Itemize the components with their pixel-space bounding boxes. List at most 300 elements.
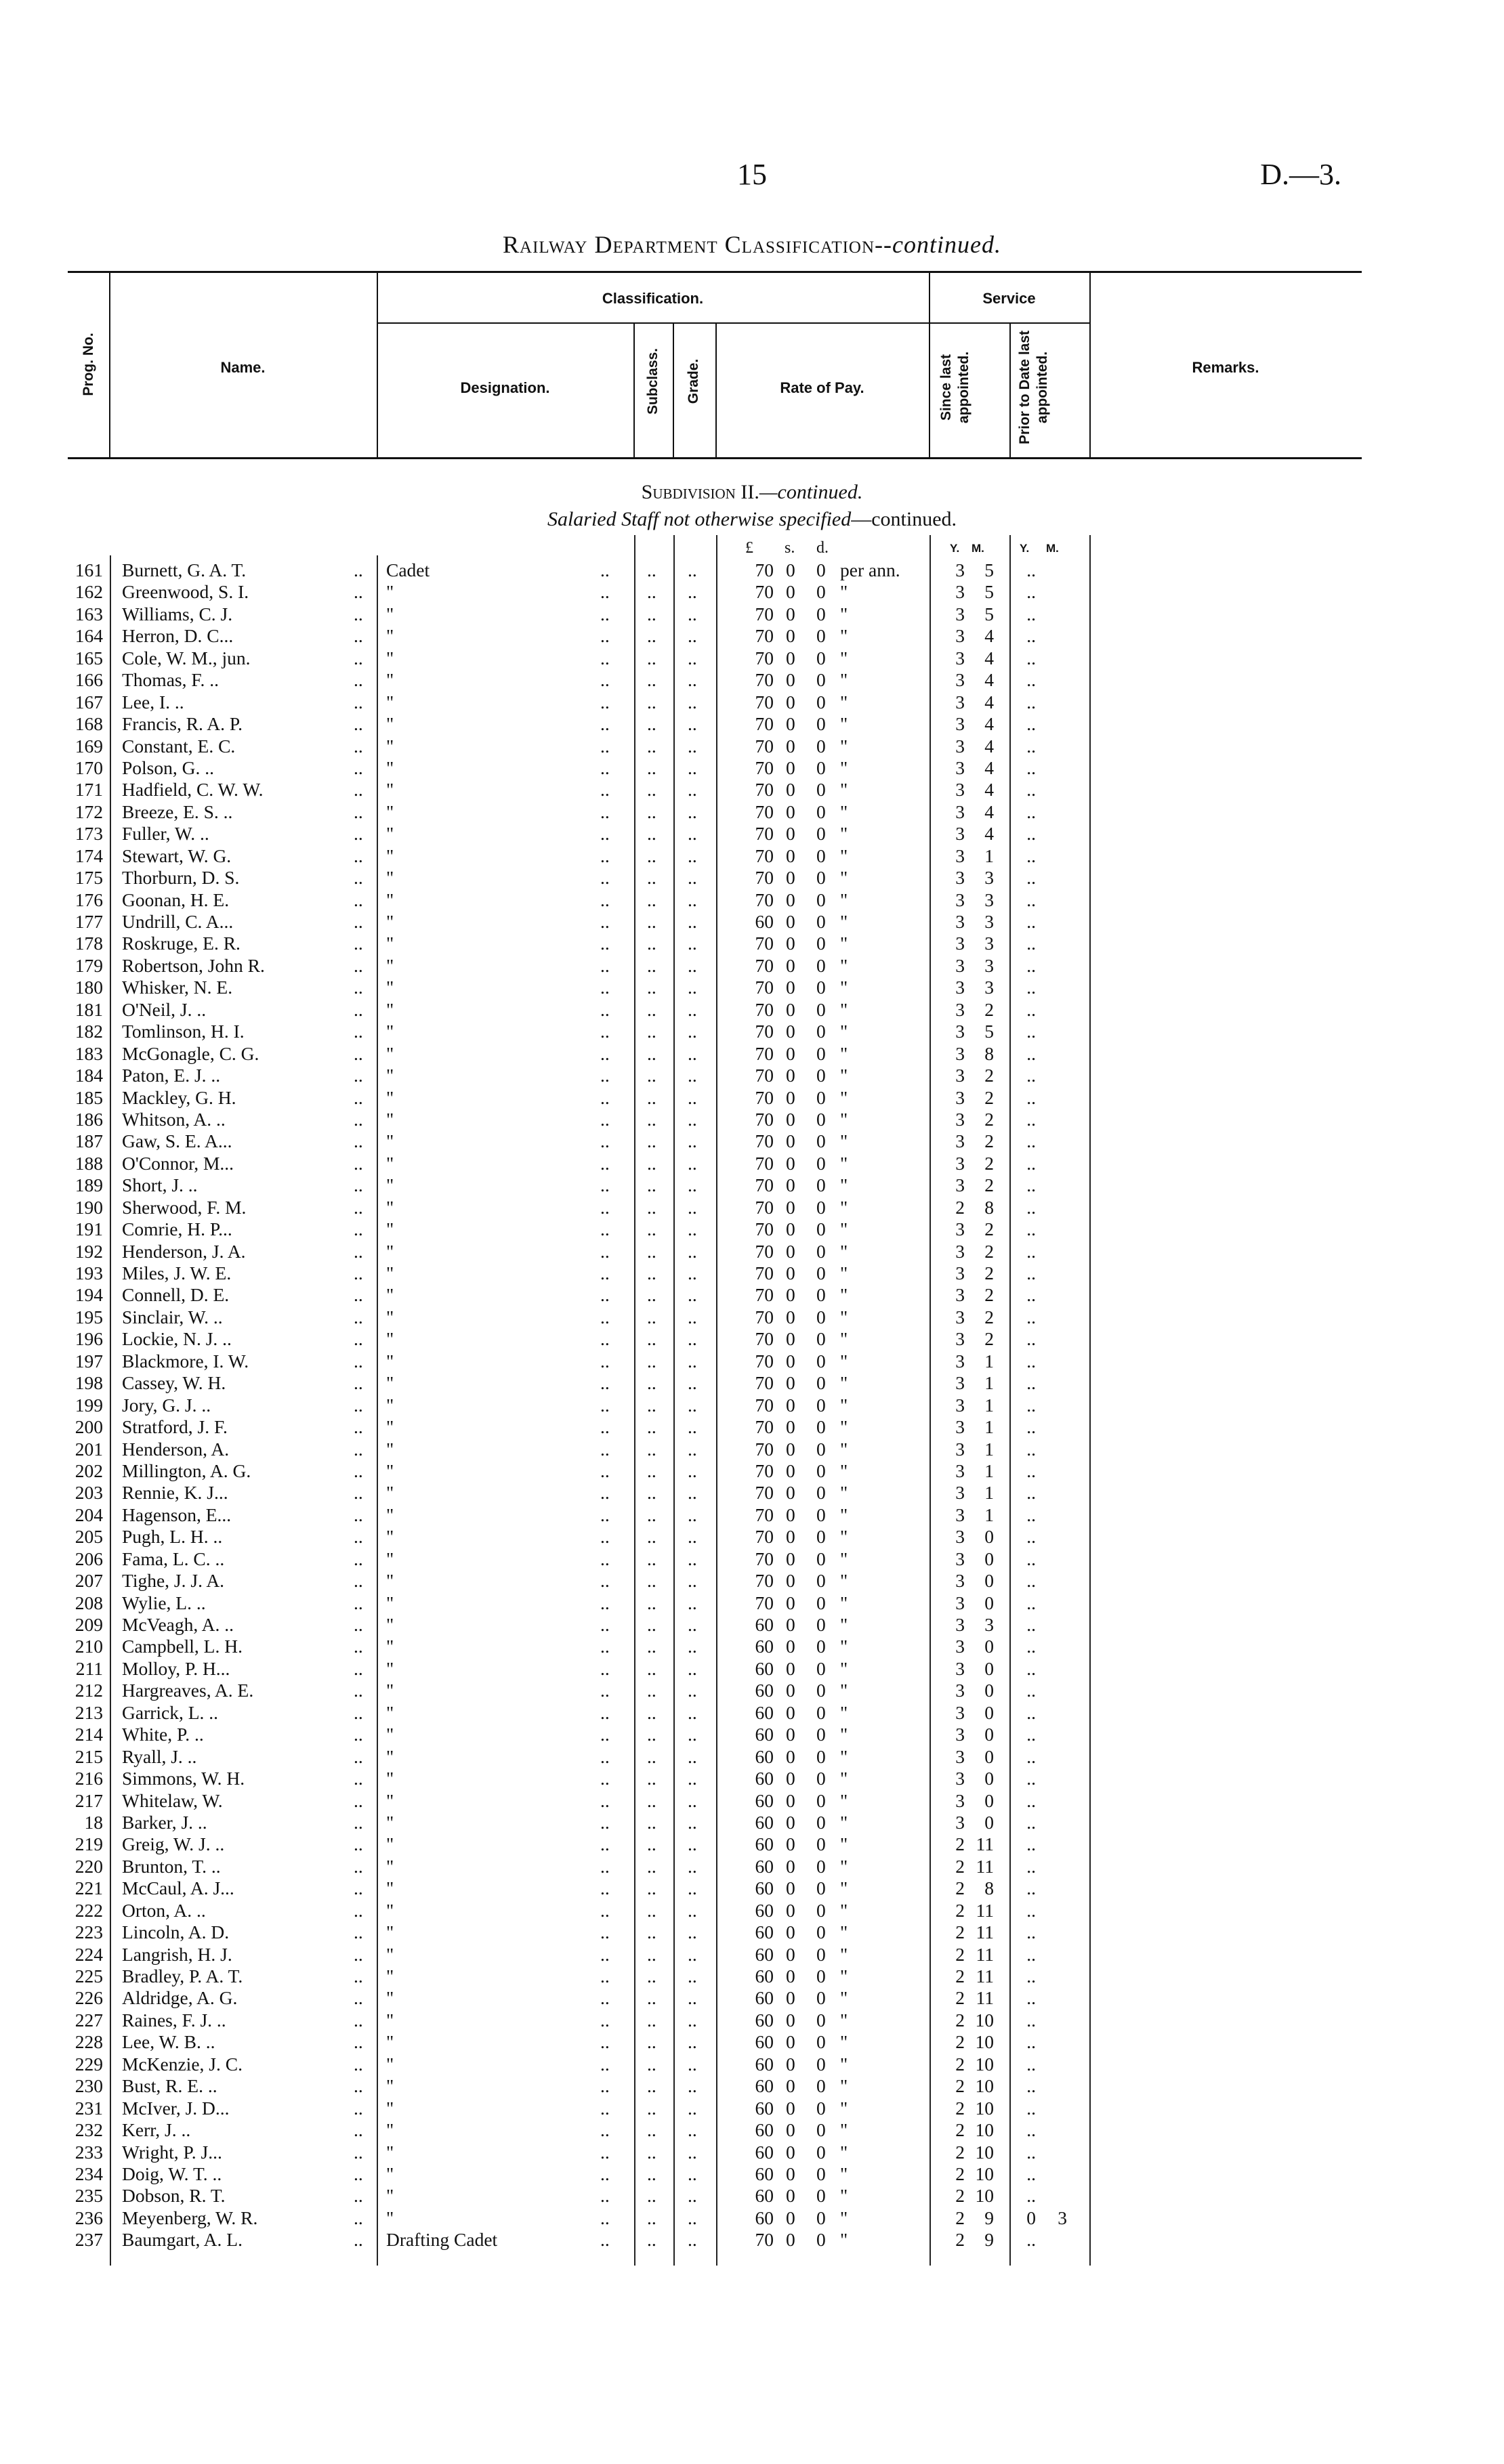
prior-years-cell: ..	[1026, 1921, 1036, 1943]
prog-no-cell: 185	[75, 1086, 103, 1108]
leader-dots: ..	[354, 2053, 363, 2075]
service-years-cell: 2	[955, 1899, 965, 1921]
designation-cell: "	[386, 1899, 394, 1921]
leader-dots: ..	[600, 1108, 610, 1130]
shillings-cell: 0	[786, 1570, 795, 1592]
service-years-cell: 3	[955, 1614, 965, 1635]
pounds-cell: 70	[755, 1174, 774, 1196]
name-cell: Lockie, N. J. ..	[122, 1328, 232, 1350]
prog-no-cell: 181	[75, 998, 103, 1020]
unit-months: M.	[972, 542, 984, 555]
designation-cell: "	[386, 845, 394, 866]
prog-no-cell: 225	[75, 1966, 103, 1987]
leader-dots: ..	[354, 2097, 363, 2119]
leader-dots: ..	[600, 2185, 610, 2207]
pence-cell: 0	[816, 1789, 826, 1811]
designation-cell: "	[386, 998, 394, 1020]
service-years-cell: 3	[955, 1482, 965, 1504]
prior-years-cell: ..	[1026, 1745, 1036, 1767]
service-years-cell: 3	[955, 845, 965, 866]
shillings-cell: 0	[786, 1065, 795, 1086]
shillings-cell: 0	[786, 1108, 795, 1130]
period-cell: "	[840, 1372, 848, 1394]
leader-dots: ..	[647, 1152, 656, 1174]
leader-dots: ..	[354, 1108, 363, 1130]
pence-cell: 0	[816, 1833, 826, 1855]
prior-years-cell: 0	[1026, 2207, 1036, 2228]
shillings-cell: 0	[786, 1855, 795, 1877]
prior-years-cell: ..	[1026, 559, 1036, 580]
service-years-cell: 3	[955, 713, 965, 735]
leader-dots: ..	[688, 1811, 697, 1833]
subdivision-continued: —continued.	[759, 481, 863, 503]
prog-no-cell: 216	[75, 1768, 103, 1789]
table-row	[0, 1702, 1504, 1724]
service-years-cell: 3	[955, 977, 965, 998]
shillings-cell: 0	[786, 1636, 795, 1657]
leader-dots: ..	[688, 1174, 697, 1196]
pence-cell: 0	[816, 2185, 826, 2207]
leader-dots: ..	[688, 1614, 697, 1635]
prior-years-cell: ..	[1026, 823, 1036, 845]
prior-years-cell: ..	[1026, 1438, 1036, 1460]
name-cell: O'Connor, M...	[122, 1152, 234, 1174]
leader-dots: ..	[647, 1921, 656, 1943]
table-row	[0, 1614, 1504, 1636]
pence-cell: 0	[816, 669, 826, 691]
prog-no-cell: 198	[75, 1372, 103, 1394]
prog-no-cell: 175	[75, 867, 103, 889]
leader-dots: ..	[688, 1526, 697, 1548]
pence-cell: 0	[816, 1372, 826, 1394]
shillings-cell: 0	[786, 1987, 795, 2009]
leader-dots: ..	[688, 1130, 697, 1152]
pence-cell: 0	[816, 581, 826, 603]
service-months-cell: 0	[984, 1701, 994, 1723]
period-cell: "	[840, 1701, 848, 1723]
table-row	[0, 1351, 1504, 1372]
pence-cell: 0	[816, 998, 826, 1020]
leader-dots: ..	[688, 2119, 697, 2141]
prog-no-cell: 186	[75, 1108, 103, 1130]
leader-dots: ..	[354, 1680, 363, 1701]
service-months-cell: 3	[984, 933, 994, 954]
leader-dots: ..	[647, 2053, 656, 2075]
service-months-cell: 2	[984, 1240, 994, 1262]
pence-cell: 0	[816, 2207, 826, 2228]
period-cell: "	[840, 1614, 848, 1635]
leader-dots: ..	[647, 1724, 656, 1745]
prior-years-cell: ..	[1026, 1372, 1036, 1394]
pounds-cell: 70	[755, 1284, 774, 1306]
leader-dots: ..	[647, 2185, 656, 2207]
leader-dots: ..	[688, 735, 697, 757]
leader-dots: ..	[354, 1592, 363, 1613]
leader-dots: ..	[688, 1657, 697, 1679]
pence-cell: 0	[816, 2119, 826, 2141]
pounds-cell: 60	[755, 1966, 774, 1987]
prog-no-cell: 193	[75, 1262, 103, 1283]
prog-no-cell: 179	[75, 954, 103, 976]
leader-dots: ..	[688, 1570, 697, 1592]
designation-cell: "	[386, 603, 394, 624]
leader-dots: ..	[647, 1460, 656, 1481]
name-cell: Undrill, C. A...	[122, 911, 234, 932]
service-years-cell: 3	[955, 1394, 965, 1416]
table-row	[0, 1021, 1504, 1042]
name-cell: Bradley, P. A. T.	[122, 1966, 243, 1987]
shillings-cell: 0	[786, 669, 795, 691]
pence-cell: 0	[816, 977, 826, 998]
pence-cell: 0	[816, 911, 826, 932]
title-suffix: continued.	[892, 231, 1001, 258]
period-cell: "	[840, 1394, 848, 1416]
leader-dots: ..	[647, 1328, 656, 1350]
leader-dots: ..	[647, 2229, 656, 2251]
header-top-rule	[68, 271, 1362, 273]
leader-dots: ..	[688, 713, 697, 735]
period-cell: "	[840, 603, 848, 624]
service-years-cell: 2	[955, 2009, 965, 2031]
service-months-cell: 4	[984, 779, 994, 801]
name-cell: Aldridge, A. G.	[122, 1987, 238, 2009]
designation-cell: "	[386, 1526, 394, 1548]
period-cell: "	[840, 867, 848, 889]
leader-dots: ..	[688, 933, 697, 954]
pounds-cell: 60	[755, 1636, 774, 1657]
pounds-cell: 60	[755, 2119, 774, 2141]
service-months-cell: 2	[984, 1065, 994, 1086]
leader-dots: ..	[647, 911, 656, 932]
name-cell: Millington, A. G.	[122, 1460, 251, 1481]
staff-subheading-continued: —continued.	[851, 508, 957, 530]
pounds-cell: 70	[755, 889, 774, 910]
title-separator: --	[875, 231, 893, 258]
designation-cell: Cadet	[386, 559, 430, 580]
shillings-cell: 0	[786, 1152, 795, 1174]
service-months-cell: 10	[975, 2097, 994, 2119]
period-cell: "	[840, 625, 848, 647]
leader-dots: ..	[647, 581, 656, 603]
leader-dots: ..	[600, 2207, 610, 2228]
leader-dots: ..	[688, 1350, 697, 1372]
designation-cell: "	[386, 1328, 394, 1350]
pounds-cell: 70	[755, 779, 774, 801]
table-row	[0, 757, 1504, 779]
leader-dots: ..	[600, 1438, 610, 1460]
leader-dots: ..	[647, 1021, 656, 1042]
service-months-cell: 2	[984, 1130, 994, 1152]
service-years-cell: 3	[955, 1768, 965, 1789]
service-years-cell: 3	[955, 1460, 965, 1481]
leader-dots: ..	[647, 1130, 656, 1152]
table-row	[0, 581, 1504, 603]
prior-years-cell: ..	[1026, 2163, 1036, 2184]
leader-dots: ..	[600, 845, 610, 866]
leader-dots: ..	[647, 647, 656, 668]
leader-dots: ..	[688, 1504, 697, 1525]
header-prior-to-date: Prior to Date last appointed.	[1017, 330, 1050, 445]
service-years-cell: 2	[955, 2119, 965, 2141]
period-cell: "	[840, 2229, 848, 2251]
pounds-cell: 70	[755, 757, 774, 778]
designation-cell: "	[386, 889, 394, 910]
service-years-cell: 2	[955, 1921, 965, 1943]
designation-cell: "	[386, 1460, 394, 1481]
shillings-cell: 0	[786, 1438, 795, 1460]
period-cell: "	[840, 1108, 848, 1130]
prior-years-cell: ..	[1026, 647, 1036, 668]
leader-dots: ..	[688, 2229, 697, 2251]
table-row	[0, 2163, 1504, 2185]
pence-cell: 0	[816, 1724, 826, 1745]
table-row	[0, 2119, 1504, 2141]
leader-dots: ..	[354, 1657, 363, 1679]
service-months-cell: 2	[984, 1306, 994, 1327]
period-cell: "	[840, 2163, 848, 2184]
designation-cell: "	[386, 1768, 394, 1789]
designation-cell: "	[386, 1548, 394, 1569]
leader-dots: ..	[354, 867, 363, 889]
table-row	[0, 977, 1504, 998]
pence-cell: 0	[816, 867, 826, 889]
pounds-cell: 60	[755, 1724, 774, 1745]
leader-dots: ..	[600, 1350, 610, 1372]
designation-cell: "	[386, 647, 394, 668]
table-row	[0, 845, 1504, 867]
name-cell: Sinclair, W. ..	[122, 1306, 223, 1327]
service-years-cell: 3	[955, 954, 965, 976]
shillings-cell: 0	[786, 2009, 795, 2031]
shillings-cell: 0	[786, 1701, 795, 1723]
period-cell: "	[840, 1943, 848, 1965]
unit-prior-months: M.	[1046, 542, 1059, 555]
pounds-cell: 70	[755, 1548, 774, 1569]
service-years-cell: 3	[955, 1372, 965, 1394]
leader-dots: ..	[688, 779, 697, 801]
shillings-cell: 0	[786, 691, 795, 713]
leader-dots: ..	[600, 1240, 610, 1262]
name-cell: McCaul, A. J...	[122, 1877, 234, 1899]
prog-no-cell: 182	[75, 1021, 103, 1042]
shillings-cell: 0	[786, 845, 795, 866]
period-cell: "	[840, 2097, 848, 2119]
leader-dots: ..	[600, 911, 610, 932]
table-row	[0, 1877, 1504, 1899]
shillings-cell: 0	[786, 2053, 795, 2075]
pence-cell: 0	[816, 1987, 826, 2009]
header-prog-no: Prog. No.	[81, 333, 96, 396]
service-months-cell: 4	[984, 801, 994, 822]
prior-years-cell: ..	[1026, 1570, 1036, 1592]
leader-dots: ..	[354, 1196, 363, 1218]
prog-no-cell: 191	[75, 1218, 103, 1240]
period-cell: "	[840, 757, 848, 778]
leader-dots: ..	[647, 779, 656, 801]
period-cell: "	[840, 691, 848, 713]
pounds-cell: 70	[755, 1526, 774, 1548]
prog-no-cell: 196	[75, 1328, 103, 1350]
leader-dots: ..	[354, 1350, 363, 1372]
leader-dots: ..	[600, 1811, 610, 1833]
pence-cell: 0	[816, 2075, 826, 2097]
service-years-cell: 3	[955, 779, 965, 801]
prior-years-cell: ..	[1026, 2229, 1036, 2251]
leader-dots: ..	[688, 1636, 697, 1657]
leader-dots: ..	[647, 954, 656, 976]
designation-cell: "	[386, 1570, 394, 1592]
prior-years-cell: ..	[1026, 1328, 1036, 1350]
leader-dots: ..	[354, 823, 363, 845]
pence-cell: 0	[816, 779, 826, 801]
leader-dots: ..	[647, 1680, 656, 1701]
name-cell: Whitelaw, W.	[122, 1789, 223, 1811]
prior-years-cell: ..	[1026, 1240, 1036, 1262]
pounds-cell: 70	[755, 1086, 774, 1108]
leader-dots: ..	[354, 625, 363, 647]
service-months-cell: 0	[984, 1768, 994, 1789]
table-row	[0, 2185, 1504, 2207]
service-months-cell: 11	[976, 1899, 994, 1921]
prog-no-cell: 200	[75, 1416, 103, 1438]
pounds-cell: 70	[755, 867, 774, 889]
prior-years-cell: ..	[1026, 1350, 1036, 1372]
prior-years-cell: ..	[1026, 1086, 1036, 1108]
table-row	[0, 1987, 1504, 2009]
prior-years-cell: ..	[1026, 1768, 1036, 1789]
name-cell: Sherwood, F. M.	[122, 1196, 247, 1218]
prior-years-cell: ..	[1026, 1833, 1036, 1855]
table-row	[0, 889, 1504, 911]
pence-cell: 0	[816, 845, 826, 866]
designation-cell: "	[386, 1306, 394, 1327]
header-designation: Designation.	[460, 379, 550, 396]
pounds-cell: 60	[755, 1657, 774, 1679]
prog-no-cell: 215	[75, 1745, 103, 1767]
leader-dots: ..	[600, 1460, 610, 1481]
pence-cell: 0	[816, 1899, 826, 1921]
period-cell: "	[840, 1416, 848, 1438]
leader-dots: ..	[647, 559, 656, 580]
leader-dots: ..	[600, 1855, 610, 1877]
service-months-cell: 10	[975, 2075, 994, 2097]
leader-dots: ..	[600, 1394, 610, 1416]
pounds-cell: 70	[755, 1306, 774, 1327]
prior-years-cell: ..	[1026, 1482, 1036, 1504]
leader-dots: ..	[688, 647, 697, 668]
name-cell: Polson, G. ..	[122, 757, 214, 778]
period-cell: "	[840, 1350, 848, 1372]
designation-cell: "	[386, 2009, 394, 2031]
shillings-cell: 0	[786, 1284, 795, 1306]
shillings-cell: 0	[786, 1482, 795, 1504]
leader-dots: ..	[688, 2053, 697, 2075]
leader-dots: ..	[688, 1768, 697, 1789]
name-cell: Goonan, H. E.	[122, 889, 230, 910]
prior-years-cell: ..	[1026, 1394, 1036, 1416]
leader-dots: ..	[688, 2075, 697, 2097]
name-cell: Hargreaves, A. E.	[122, 1680, 254, 1701]
pence-cell: 0	[816, 1701, 826, 1723]
service-years-cell: 3	[955, 801, 965, 822]
designation-cell: "	[386, 581, 394, 603]
table-row	[0, 1284, 1504, 1306]
leader-dots: ..	[688, 889, 697, 910]
service-years-cell: 3	[955, 933, 965, 954]
service-years-cell: 3	[955, 1021, 965, 1042]
prog-no-cell: 210	[75, 1636, 103, 1657]
prog-no-cell: 197	[75, 1350, 103, 1372]
leader-dots: ..	[688, 1899, 697, 1921]
leader-dots: ..	[647, 1943, 656, 1965]
shillings-cell: 0	[786, 1130, 795, 1152]
leader-dots: ..	[354, 2075, 363, 2097]
leader-dots: ..	[600, 735, 610, 757]
shillings-cell: 0	[786, 2141, 795, 2163]
pounds-cell: 60	[755, 1789, 774, 1811]
shillings-cell: 0	[786, 1042, 795, 1064]
name-cell: Burnett, G. A. T.	[122, 559, 247, 580]
service-years-cell: 3	[955, 1745, 965, 1767]
pounds-cell: 60	[755, 1921, 774, 1943]
service-years-cell: 2	[955, 1196, 965, 1218]
leader-dots: ..	[354, 779, 363, 801]
pounds-cell: 70	[755, 1504, 774, 1525]
table-row	[0, 669, 1504, 691]
prior-years-cell: ..	[1026, 2185, 1036, 2207]
leader-dots: ..	[688, 1482, 697, 1504]
pence-cell: 0	[816, 1350, 826, 1372]
pence-cell: 0	[816, 2053, 826, 2075]
name-cell: Blackmore, I. W.	[122, 1350, 249, 1372]
pounds-cell: 70	[755, 669, 774, 691]
service-months-cell: 8	[984, 1196, 994, 1218]
shillings-cell: 0	[786, 801, 795, 822]
prior-years-cell: ..	[1026, 1592, 1036, 1613]
leader-dots: ..	[688, 1724, 697, 1745]
service-years-cell: 3	[955, 1065, 965, 1086]
shillings-cell: 0	[786, 735, 795, 757]
pounds-cell: 70	[755, 1328, 774, 1350]
pence-cell: 0	[816, 1680, 826, 1701]
prog-no-cell: 207	[75, 1570, 103, 1592]
prog-no-cell: 174	[75, 845, 103, 866]
designation-cell: "	[386, 2141, 394, 2163]
prior-years-cell: ..	[1026, 933, 1036, 954]
name-cell: Whitson, A. ..	[122, 1108, 226, 1130]
designation-cell: "	[386, 1592, 394, 1613]
leader-dots: ..	[600, 1526, 610, 1548]
prior-years-cell: ..	[1026, 998, 1036, 1020]
pence-cell: 0	[816, 1636, 826, 1657]
shillings-cell: 0	[786, 1394, 795, 1416]
leader-dots: ..	[600, 581, 610, 603]
leader-dots: ..	[600, 1372, 610, 1394]
service-months-cell: 3	[984, 954, 994, 976]
prog-no-cell: 230	[75, 2075, 103, 2097]
leader-dots: ..	[688, 2009, 697, 2031]
period-cell: "	[840, 1086, 848, 1108]
table-row	[0, 2142, 1504, 2163]
name-cell: Doig, W. T. ..	[122, 2163, 222, 2184]
pence-cell: 0	[816, 1086, 826, 1108]
name-cell: Robertson, John R.	[122, 954, 265, 976]
leader-dots: ..	[600, 1042, 610, 1064]
prog-no-cell: 222	[75, 1899, 103, 1921]
designation-cell: "	[386, 1855, 394, 1877]
leader-dots: ..	[354, 1921, 363, 1943]
leader-dots: ..	[600, 1614, 610, 1635]
